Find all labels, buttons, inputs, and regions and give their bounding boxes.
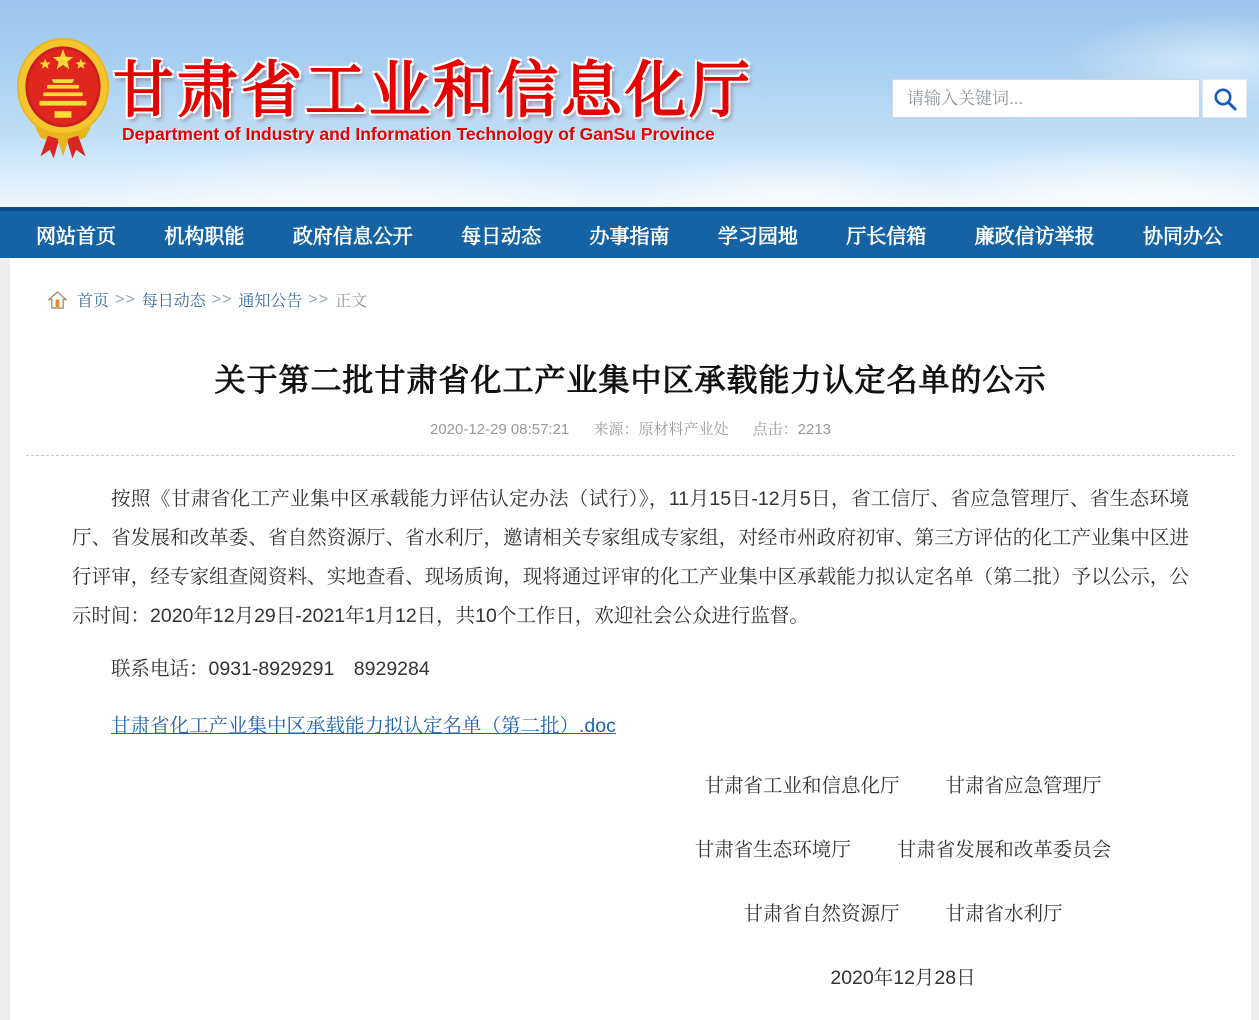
breadcrumb-separator: >> xyxy=(115,290,136,308)
article-title: 关于第二批甘肃省化工产业集中区承载能力认定名单的公示 xyxy=(214,363,1047,398)
nav-item-gov-info[interactable]: 政府信息公开 xyxy=(292,226,413,248)
nav-item-office[interactable]: 协同办公 xyxy=(1143,226,1223,248)
signature-dept: 甘肃省工业和信息化厅 xyxy=(704,775,900,797)
search-icon xyxy=(1212,86,1238,112)
content-card xyxy=(10,258,1251,1020)
national-emblem-icon xyxy=(16,36,110,162)
breadcrumb xyxy=(10,258,1251,311)
nav-item-guide[interactable]: 办事指南 xyxy=(589,226,670,248)
site-subtitle: Department of Industry and Information Technology of GanSu Province xyxy=(122,124,715,144)
home-icon xyxy=(48,291,67,309)
nav-item-home[interactable]: 网站首页 xyxy=(36,226,116,248)
article-source: 来源：原材料产业处 xyxy=(593,421,729,438)
site-search xyxy=(892,79,1247,118)
signature-dept: 甘肃省自然资源厅 xyxy=(743,903,900,925)
attachment-row xyxy=(72,710,1189,738)
site-title: 甘肃省工业和信息化厅 xyxy=(113,56,754,124)
article-paragraph: 按照《甘肃省化工产业集中区承载能力评估认定办法（试行）》，11月15日-12月5日，省工信厅、省应急管理厅、省生态环境厅、省发展和改革委、省自然资源厅、省水利厅，邀请相关专家组成专家组，对经市州政府初审、第三方评估的化工产业集中区进行评审，经专家组查阅资料、实地查看、现场质询，现将通过评审的化工产业集中区承载能力拟认定名单（第二批）予以公示，公示时间：2020年12月29日-2021年1月12日，共10个工作日，欢迎社会公众进行监督。 xyxy=(72,488,1189,627)
main-nav xyxy=(0,207,1259,258)
site-banner xyxy=(0,0,1259,207)
article-hits: 点击：2213 xyxy=(752,421,832,438)
signature-row xyxy=(683,898,1123,926)
search-input[interactable] xyxy=(892,79,1200,118)
meta-divider xyxy=(26,455,1235,456)
nav-item-report[interactable]: 廉政信访举报 xyxy=(974,226,1095,248)
search-button[interactable] xyxy=(1202,79,1247,118)
signature-date: 2020年12月28日 xyxy=(830,967,976,989)
nav-item-functions[interactable]: 机构职能 xyxy=(164,226,245,248)
nav-item-daily-news[interactable]: 每日动态 xyxy=(461,226,542,248)
article-meta xyxy=(10,418,1251,439)
nav-item-mailbox[interactable]: 厅长信箱 xyxy=(846,226,927,248)
signature-dept: 甘肃省发展和改革委员会 xyxy=(896,839,1112,861)
signature-row xyxy=(683,770,1123,798)
signature-row xyxy=(683,834,1123,862)
breadcrumb-daily-news[interactable]: 每日动态 xyxy=(141,293,206,310)
contact-phone: 联系电话：0931-8929291 8929284 xyxy=(111,658,430,680)
breadcrumb-separator: >> xyxy=(308,290,330,308)
article-body xyxy=(72,480,1189,636)
breadcrumb-separator: >> xyxy=(211,290,233,308)
signature-dept: 甘肃省应急管理厅 xyxy=(945,775,1102,797)
signature-dept: 甘肃省生态环境厅 xyxy=(694,839,851,861)
article-datetime: 2020-12-29 08:57:21 xyxy=(429,421,570,438)
breadcrumb-notices[interactable]: 通知公告 xyxy=(238,293,303,310)
nav-item-study[interactable]: 学习园地 xyxy=(717,226,798,248)
signature-dept: 甘肃省水利厅 xyxy=(945,903,1063,925)
attachment-doc-link[interactable]: 甘肃省化工产业集中区承载能力拟认定名单（第二批）.doc xyxy=(111,715,616,737)
signature-block xyxy=(683,770,1123,990)
breadcrumb-current: 正文 xyxy=(335,293,368,310)
breadcrumb-home[interactable]: 首页 xyxy=(77,293,110,310)
